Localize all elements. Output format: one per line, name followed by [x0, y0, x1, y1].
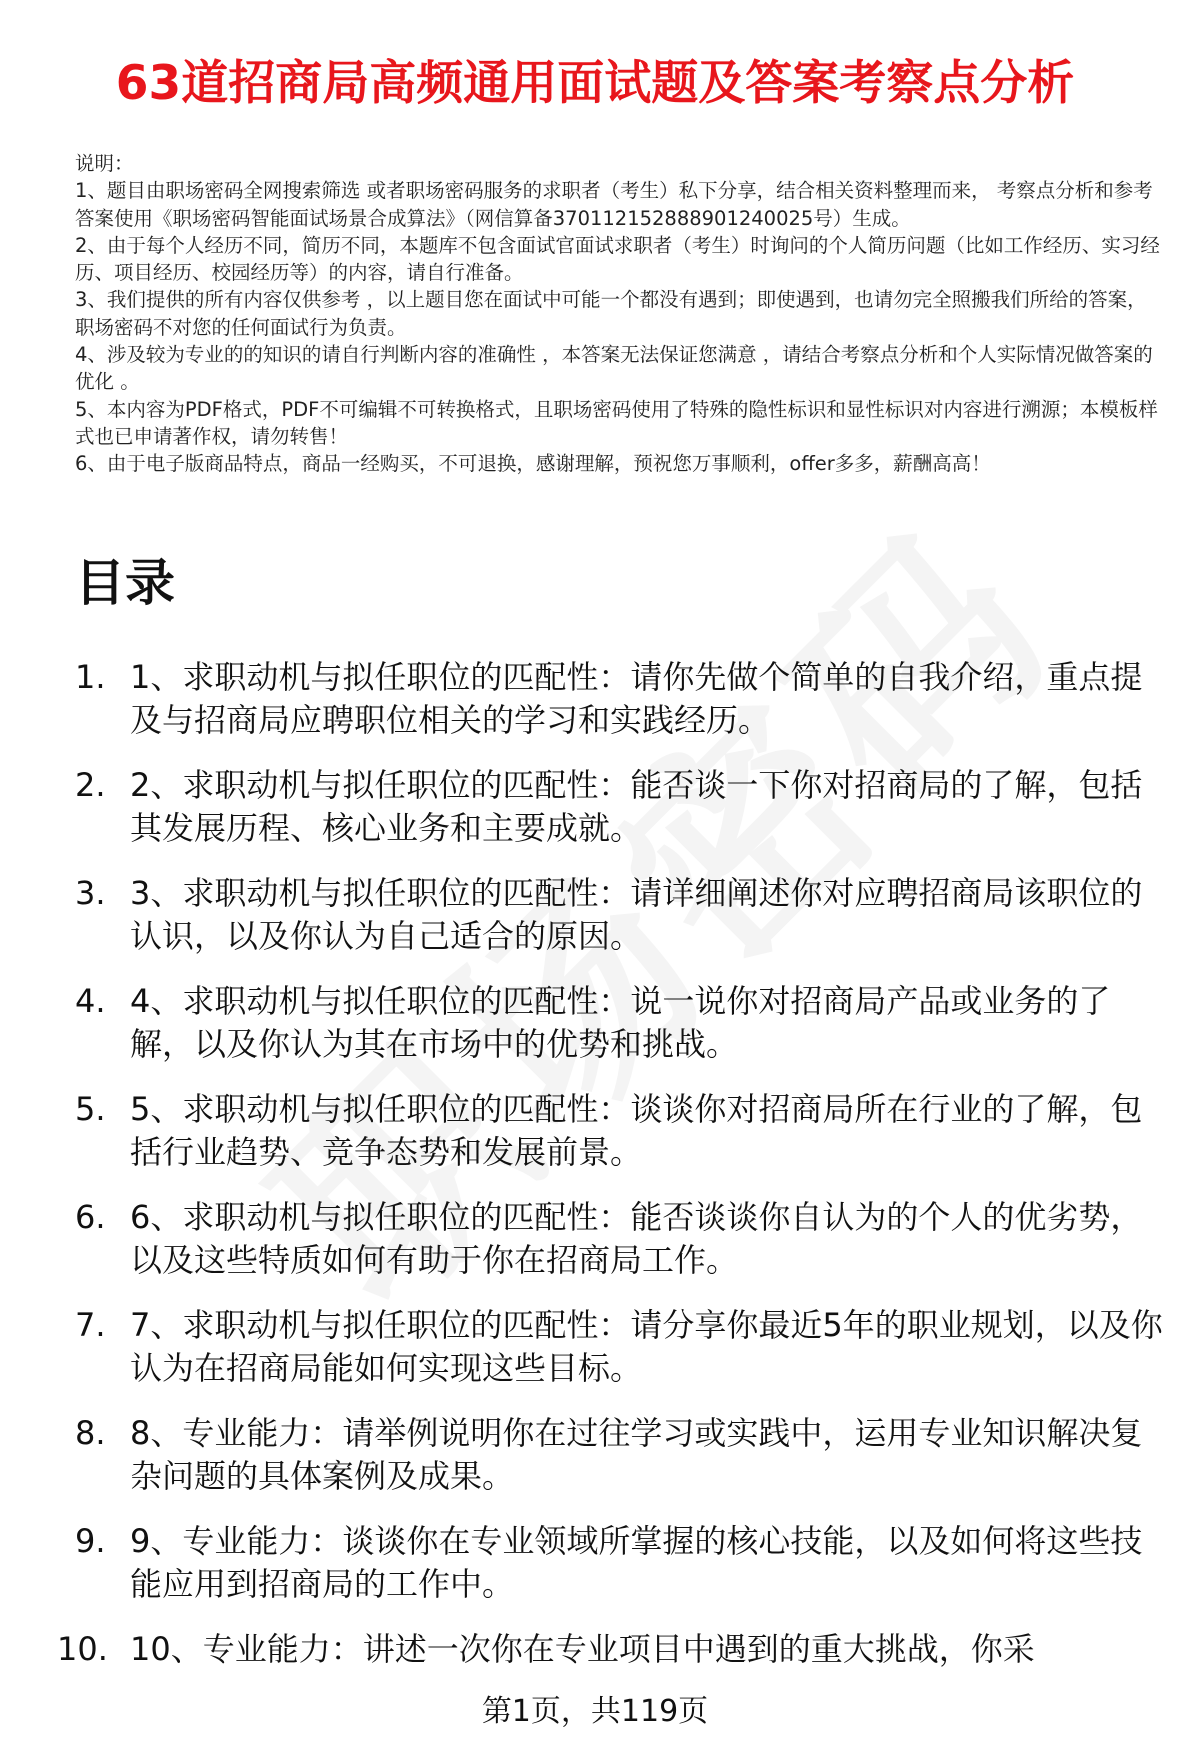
note-line: 4、涉及较为专业的的知识的请自行判断内容的准确性 ，本答案无法保证您满意 ，请结合考察点分析和个人实际情况做答案的优化 。: [75, 343, 1153, 394]
notes-heading: 说明：: [75, 152, 134, 175]
toc-item-number: 4.: [75, 982, 106, 1020]
toc-item-text: 8、专业能力：请举例说明你在过往学习或实践中，运用专业知识解决复杂问题的具体案例及成果。: [130, 1414, 1143, 1495]
toc-item-number: 2.: [75, 766, 106, 804]
note-line: 5、本内容为PDF格式，PDF不可编辑不可转换格式，且职场密码使用了特殊的隐性标识和显性标识对内容进行溯源；本模板样式也已申请著作权，请勿转售！: [75, 397, 1158, 448]
notes-section: [75, 150, 1165, 478]
toc-item-text: 2、求职动机与拟任职位的匹配性：能否谈一下你对招商局的了解，包括其发展历程、核心业务和主要成就。: [130, 766, 1143, 847]
page-footer: 第1页，共119页: [481, 1694, 709, 1729]
toc-item-number: 8.: [75, 1414, 106, 1452]
toc-item-text: 5、求职动机与拟任职位的匹配性：谈谈你对招商局所在行业的了解，包括行业趋势、竞争态势和发展前景。: [130, 1090, 1143, 1171]
toc-item-text: 10、专业能力：讲述一次你在专业项目中遇到的重大挑战，你采: [130, 1630, 1035, 1668]
toc-item-number: 10.: [57, 1630, 108, 1668]
note-line: 3、我们提供的所有内容仅供参考 ，以上题目您在面试中可能一个都没有遇到；即使遇到，也请勿完全照搬我们所给的答案，职场密码不对您的任何面试行为负责。: [75, 288, 1147, 339]
toc-item-number: 6.: [75, 1198, 106, 1236]
toc-item[interactable]: [75, 872, 1170, 958]
note-line: 2、由于每个人经历不同，简历不同，本题库不包含面试官面试求职者（考生）时询问的个人简历问题（比如工作经历、实习经历、项目经历、校园经历等）的内容，请自行准备。: [75, 233, 1160, 285]
note-line: 6、由于电子版商品特点，商品一经购买，不可退换，感谢理解，预祝您万事顺利，offer多多，薪酬高高！: [75, 452, 991, 476]
toc-item-text: 1、求职动机与拟任职位的匹配性：请你先做个简单的自我介绍，重点提及与招商局应聘职位相关的学习和实践经历。: [130, 658, 1143, 739]
toc-item[interactable]: [75, 1520, 1170, 1606]
toc-item[interactable]: [75, 764, 1170, 850]
note-line: 1、题目由职场密码全网搜索筛选 或者职场密码服务的求职者（考生）私下分享，结合相关资料整理而来， 考察点分析和参考答案使用《职场密码智能面试场景合成算法》（网信算备370112152888901240025号）生成。: [75, 179, 1153, 230]
toc-item[interactable]: [75, 656, 1170, 742]
toc-item-number: 1.: [75, 658, 106, 696]
toc-item[interactable]: [57, 1628, 1170, 1671]
toc-item-text: 4、求职动机与拟任职位的匹配性：说一说你对招商局产品或业务的了解，以及你认为其在市场中的优势和挑战。: [130, 982, 1111, 1063]
toc-item[interactable]: [75, 1196, 1170, 1282]
toc-item[interactable]: [75, 980, 1170, 1066]
toc-item-number: 3.: [75, 874, 106, 912]
toc-item-number: 9.: [75, 1522, 106, 1560]
toc-item-text: 9、专业能力：谈谈你在专业领域所掌握的核心技能，以及如何将这些技能应用到招商局的工作中。: [130, 1522, 1143, 1603]
toc-item-number: 7.: [75, 1306, 106, 1344]
toc-item-text: 3、求职动机与拟任职位的匹配性：请详细阐述你对应聘招商局该职位的认识，以及你认为自己适合的原因。: [130, 874, 1143, 955]
toc-item-text: 6、求职动机与拟任职位的匹配性：能否谈谈你自认为的个人的优劣势，以及这些特质如何有助于你在招商局工作。: [130, 1198, 1143, 1279]
toc-item[interactable]: [75, 1088, 1170, 1174]
toc-list: [57, 656, 1170, 1693]
toc-item-text: 7、求职动机与拟任职位的匹配性：请分享你最近5年的职业规划，以及你认为在招商局能如何实现这些目标。: [130, 1306, 1163, 1387]
document-title: 63道招商局高频通用面试题及答案考察点分析: [115, 56, 1075, 111]
toc-item-number: 5.: [75, 1090, 106, 1128]
toc-item[interactable]: [75, 1412, 1170, 1498]
toc-item[interactable]: [75, 1304, 1170, 1390]
toc-heading: 目录: [75, 554, 175, 612]
